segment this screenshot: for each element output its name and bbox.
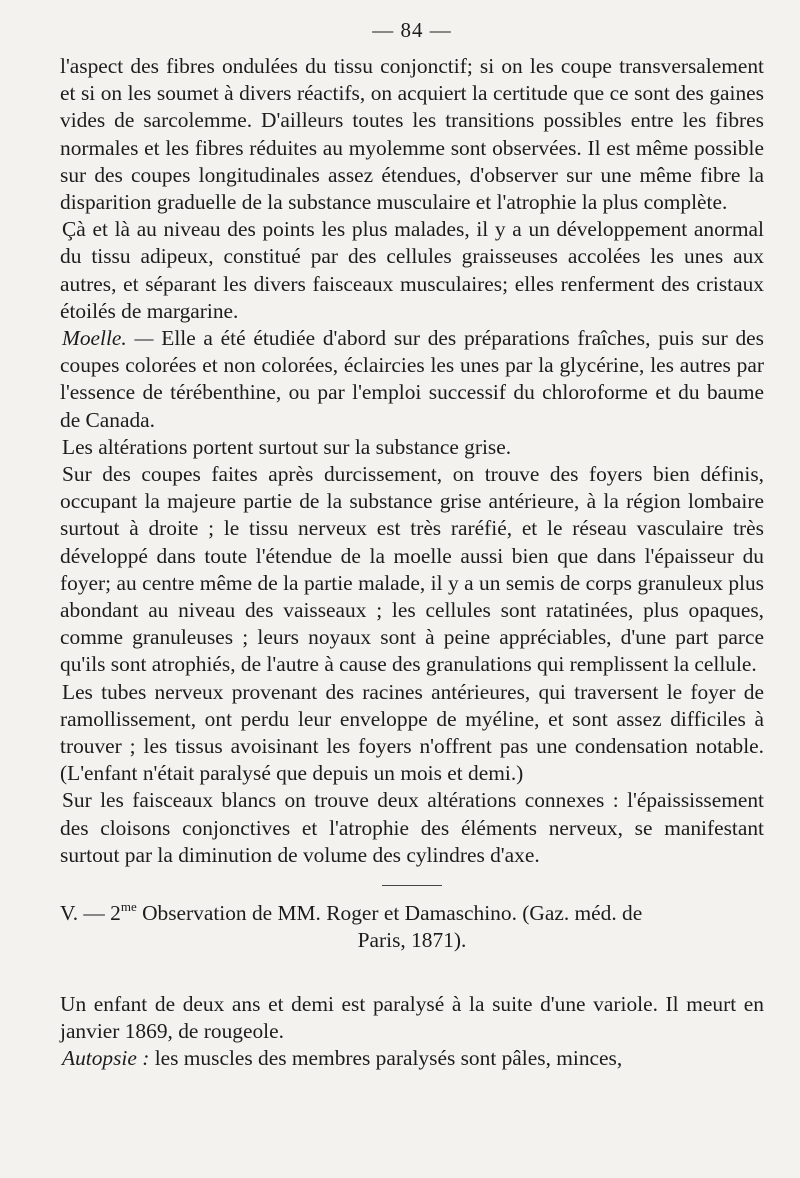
paragraph-faisceaux-blancs: Sur les faisceaux blancs on trouve deux altérations connexes : l'épaississement des cloisons conjonctives et l'atrophie des éléments nerveux, se manifestant surtout par la diminution de volume des cylindres d'axe. (60, 788, 764, 867)
observation-superscript: me (120, 899, 137, 915)
page-number: — 84 — (372, 18, 452, 42)
observation-title-line1: Observation de MM. Roger et Damaschino. (Gaz. méd. de (136, 901, 643, 926)
paragraph-enfant: Un enfant de deux ans et demi est paralysé à la suite d'une variole. Il meurt en janvier 1869, de rougeole. (60, 991, 764, 1043)
body-text (60, 53, 764, 1072)
autopsie-text: les muscles des membres paralysés sont pâles, minces, (154, 1045, 623, 1070)
paragraph-alterations: Les altérations portent surtout sur la substance grise. (62, 434, 512, 459)
autopsie-label: Autopsie : (62, 1045, 150, 1070)
observation-title-line2: Paris, 1871). (357, 928, 467, 953)
paragraph-moelle (60, 325, 764, 434)
paragraph-tissu-adipeux: Çà et là au niveau des points les plus malades, il y a un développement anormal du tissu adipeux, constitué par des cellules graisseuses accolées les unes aux autres, et séparant les divers faisceaux musculaires; elles renferment des cristaux étoilés de margarine. (60, 217, 764, 323)
moelle-text: Elle a été étudiée d'abord sur des préparations fraîches, puis sur des coupes colorées et non colorées, éclaircies les unes par la glycérine, les autres par l'essence de térébenthine, ou par l'emploi successif du chloroforme et du baume de Canada. (60, 326, 764, 432)
moelle-label: Moelle. — (62, 326, 154, 351)
paragraph-fibres: l'aspect des fibres ondulées du tissu conjonctif; si on les coupe transversalement et si on les soumet à divers réactifs, on acquiert la certitude que ce sont des gaines vides de sarcolemme. D'ailleurs toutes les transitions possibles entre les fibres normales et les fibres réduites au myolemme sont observées. Il est même possible sur des coupes longitudinales assez étendues, d'observer sur une même fibre la disparition graduelle de la substance musculaire et l'atrophie la plus complète. (60, 54, 764, 215)
paragraph-coupes: Sur des coupes faites après durcissement, on trouve des foyers bien définis, occupant la majeure partie de la substance grise antérieure, à la région lombaire surtout à droite ; le tissu nerveux est très raréfié, et le réseau vasculaire très développé dans toute l'étendue de la moelle aussi bien que dans l'épaisseur du foyer; au centre même de la partie malade, il y a un semis de corps granuleux plus abondant au niveau des vaisseaux ; les cellules sont ratatinées, plus opaques, comme granuleuses ; leurs noyaux sont à peine appréciables, d'une part parce qu'ils sont atrophiés, de l'autre à cause des granulations qui remplissent la cellule. (60, 462, 764, 677)
observation-prefix: V. — 2 (60, 901, 121, 926)
paragraph-autopsie (60, 1045, 764, 1072)
paragraph-tubes-nerveux: Les tubes nerveux provenant des racines antérieures, qui traversent le foyer de ramollissement, ont perdu leur enveloppe de myéline, et sont assez difficiles à trouver ; les tissus avoisinant les foyers n'offrent pas une condensation notable. (L'enfant n'était paralysé que depuis un mois et demi.) (60, 679, 764, 786)
section-divider (382, 885, 442, 886)
observation-heading (60, 900, 764, 954)
